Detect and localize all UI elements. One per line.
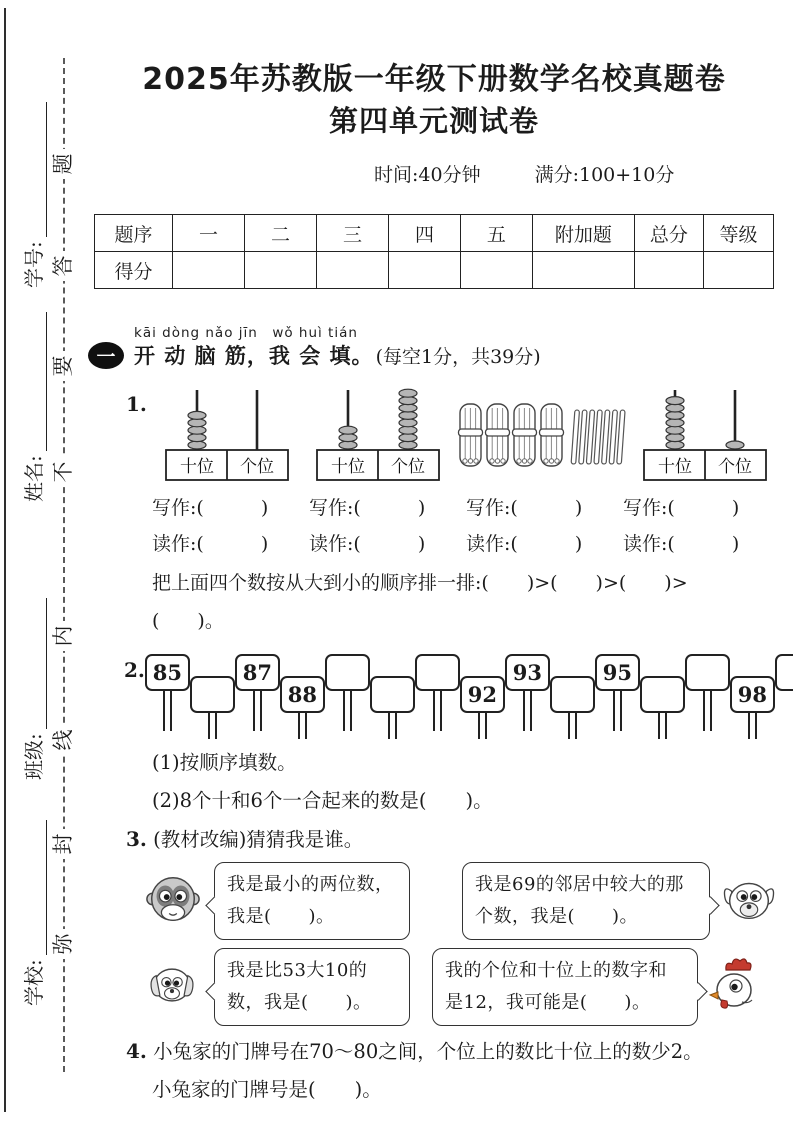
number-signpost	[325, 654, 370, 739]
full-score: 满分:100+10分	[534, 164, 675, 186]
abacus-figure-3	[630, 388, 780, 486]
question-1	[88, 388, 780, 486]
signpost-post	[613, 691, 622, 731]
riddle-bubble-3: 我是比53大10的数，我是( )。	[214, 948, 410, 1026]
seal-char: 答	[49, 251, 77, 281]
signpost-blank	[550, 676, 595, 713]
school-field	[21, 820, 47, 1006]
main-content	[88, 0, 780, 1105]
number-signpost	[595, 654, 640, 739]
signpost-post	[658, 713, 667, 739]
school-label: 学校:	[22, 959, 46, 1006]
number-signpost	[280, 654, 325, 739]
signpost-blank	[370, 676, 415, 713]
read-as-row	[152, 530, 780, 558]
name-field	[21, 312, 47, 502]
seal-dashed-line	[63, 58, 65, 1072]
page-left-border	[4, 8, 6, 1112]
class-field	[21, 598, 47, 780]
number-signpost	[460, 654, 505, 739]
question-4-answer-line: 小兔家的门牌号是( )。	[152, 1078, 382, 1101]
ordering-prompt-continued: ( )。	[152, 610, 224, 632]
score-table-score-row	[95, 252, 774, 289]
number-signpost	[775, 654, 793, 739]
score-cell	[634, 252, 703, 289]
seal-char: 不	[49, 457, 77, 487]
col-question-order: 题序	[95, 215, 173, 252]
read-as-blank: 读作:( )	[466, 533, 583, 555]
section-pinyin: kāi dòng nǎo jīn wǒ huì tián	[134, 325, 358, 341]
number-signpost	[235, 654, 280, 739]
seal-char: 线	[49, 725, 77, 755]
name-blank	[28, 312, 47, 451]
signpost-blank	[415, 654, 460, 691]
col-bonus: 附加题	[532, 215, 634, 252]
seal-char: 内	[49, 621, 77, 651]
signpost-number: 92	[460, 676, 505, 713]
dog-icon	[720, 870, 778, 932]
question-2-sub2: (2)8个十和6个一合起来的数是( )。	[152, 789, 493, 812]
student-id-field	[21, 102, 47, 288]
signpost-number: 85	[145, 654, 190, 691]
col-grade: 等级	[704, 215, 774, 252]
rooster-icon	[706, 954, 762, 1020]
number-signpost	[730, 654, 775, 739]
question-3-intro: (教材改编)猜猜我是谁。	[153, 828, 364, 851]
svg-text:个位: 个位	[240, 457, 274, 477]
score-cell	[388, 252, 460, 289]
riddle-bubble-1: 我是最小的两位数，我是( )。	[214, 862, 410, 940]
seal-char: 要	[49, 351, 77, 381]
school-blank	[28, 820, 47, 955]
abacus-figure-2	[303, 388, 453, 486]
student-id-blank	[28, 102, 47, 237]
puppy-icon	[144, 957, 200, 1017]
ordering-prompt: 把上面四个数按从大到小的顺序排一排:( )>( )>( )>	[152, 572, 688, 594]
signpost-blank	[190, 676, 235, 713]
riddle-row-1	[144, 862, 780, 940]
signpost-number: 93	[505, 654, 550, 691]
paper-subtitle: 第四单元测试卷	[328, 104, 539, 138]
signpost-blank	[640, 676, 685, 713]
score-table-header-row	[95, 215, 774, 252]
riddle-row-2	[144, 948, 780, 1026]
name-label: 姓名:	[22, 455, 46, 502]
signpost-post	[433, 691, 442, 731]
score-cell	[460, 252, 532, 289]
read-as-blank: 读作:( )	[623, 533, 740, 555]
signpost-post	[748, 713, 757, 739]
class-label: 班级:	[22, 733, 46, 780]
signpost-number: 95	[595, 654, 640, 691]
col-q3: 三	[317, 215, 389, 252]
svg-text:个位: 个位	[718, 457, 752, 477]
number-signpost	[685, 654, 730, 739]
question-3-number: 3.	[126, 827, 147, 851]
riddle-bubble-2: 我是69的邻居中较大的那个数，我是( )。	[462, 862, 710, 940]
write-as-blank: 写作:( )	[152, 497, 269, 519]
counting-sticks-figure	[454, 388, 629, 486]
number-signpost	[145, 654, 190, 739]
signpost-post	[388, 713, 397, 739]
time-limit: 时间:40分钟	[374, 164, 481, 186]
number-signpost	[370, 654, 415, 739]
write-as-blank: 写作:( )	[466, 497, 583, 519]
svg-text:十位: 十位	[658, 457, 692, 477]
signpost-blank	[685, 654, 730, 691]
signpost-number: 88	[280, 676, 325, 713]
place-value-figures	[152, 388, 780, 486]
score-cell	[704, 252, 774, 289]
section-title-block	[134, 321, 541, 372]
signpost-blank	[775, 654, 793, 691]
number-signpost	[415, 654, 460, 739]
section-one-header	[88, 321, 780, 372]
number-signpost	[550, 654, 595, 739]
signpost-number: 98	[730, 676, 775, 713]
monkey-icon	[144, 870, 202, 932]
riddle-bubble-4: 我的个位和十位上的数字和是12，我可能是( )。	[432, 948, 698, 1026]
signpost-post	[478, 713, 487, 739]
svg-text:十位: 十位	[180, 457, 214, 477]
seal-char: 题	[49, 149, 77, 179]
signpost-post	[523, 691, 532, 731]
question-3	[126, 825, 780, 854]
score-cell	[317, 252, 389, 289]
section-points: (每空1分，共39分)	[375, 346, 541, 368]
signpost-post	[163, 691, 172, 731]
question-4-text: 小兔家的门牌号在70～80之间，个位上的数比十位上的数少2。	[153, 1040, 703, 1063]
signpost-post	[298, 713, 307, 739]
col-q2: 二	[245, 215, 317, 252]
col-q5: 五	[460, 215, 532, 252]
read-as-blank: 读作:( )	[309, 533, 426, 555]
score-cell	[245, 252, 317, 289]
question-4	[126, 1036, 780, 1067]
col-q4: 四	[388, 215, 460, 252]
signpost-post	[343, 691, 352, 731]
question-1-number: 1.	[126, 392, 147, 416]
svg-text:十位: 十位	[331, 457, 365, 477]
signpost-post	[208, 713, 217, 739]
question-2-number: 2.	[124, 658, 145, 682]
write-as-row	[152, 494, 780, 522]
abacus-figure-1	[152, 388, 302, 486]
write-as-blank: 写作:( )	[623, 497, 740, 519]
seal-char: 弥	[49, 929, 77, 959]
exam-meta	[374, 162, 780, 188]
score-table	[94, 214, 774, 289]
score-cell	[532, 252, 634, 289]
question-2-sub1: (1)按顺序填数。	[152, 751, 297, 774]
signpost-row	[145, 654, 793, 739]
signpost-post	[568, 713, 577, 739]
write-as-blank: 写作:( )	[309, 497, 426, 519]
signpost-post	[253, 691, 262, 731]
col-total: 总分	[634, 215, 703, 252]
student-id-label: 学号:	[22, 241, 46, 288]
section-number-badge: 一	[88, 342, 124, 369]
number-signpost	[640, 654, 685, 739]
signpost-number: 87	[235, 654, 280, 691]
number-signpost	[505, 654, 550, 739]
col-q1: 一	[173, 215, 245, 252]
signpost-blank	[325, 654, 370, 691]
number-signpost	[190, 654, 235, 739]
section-title: 开 动 脑 筋，我 会 填。	[134, 343, 374, 368]
score-cell	[173, 252, 245, 289]
seal-char: 封	[49, 829, 77, 859]
score-row-label: 得分	[95, 252, 173, 289]
svg-text:个位: 个位	[391, 457, 425, 477]
read-as-blank: 读作:( )	[152, 533, 269, 555]
question-2	[88, 654, 780, 739]
class-blank	[28, 598, 47, 729]
signpost-post	[703, 691, 712, 731]
paper-title: 2025年苏教版一年级下册数学名校真题卷	[142, 62, 726, 97]
question-4-number: 4.	[126, 1039, 147, 1063]
